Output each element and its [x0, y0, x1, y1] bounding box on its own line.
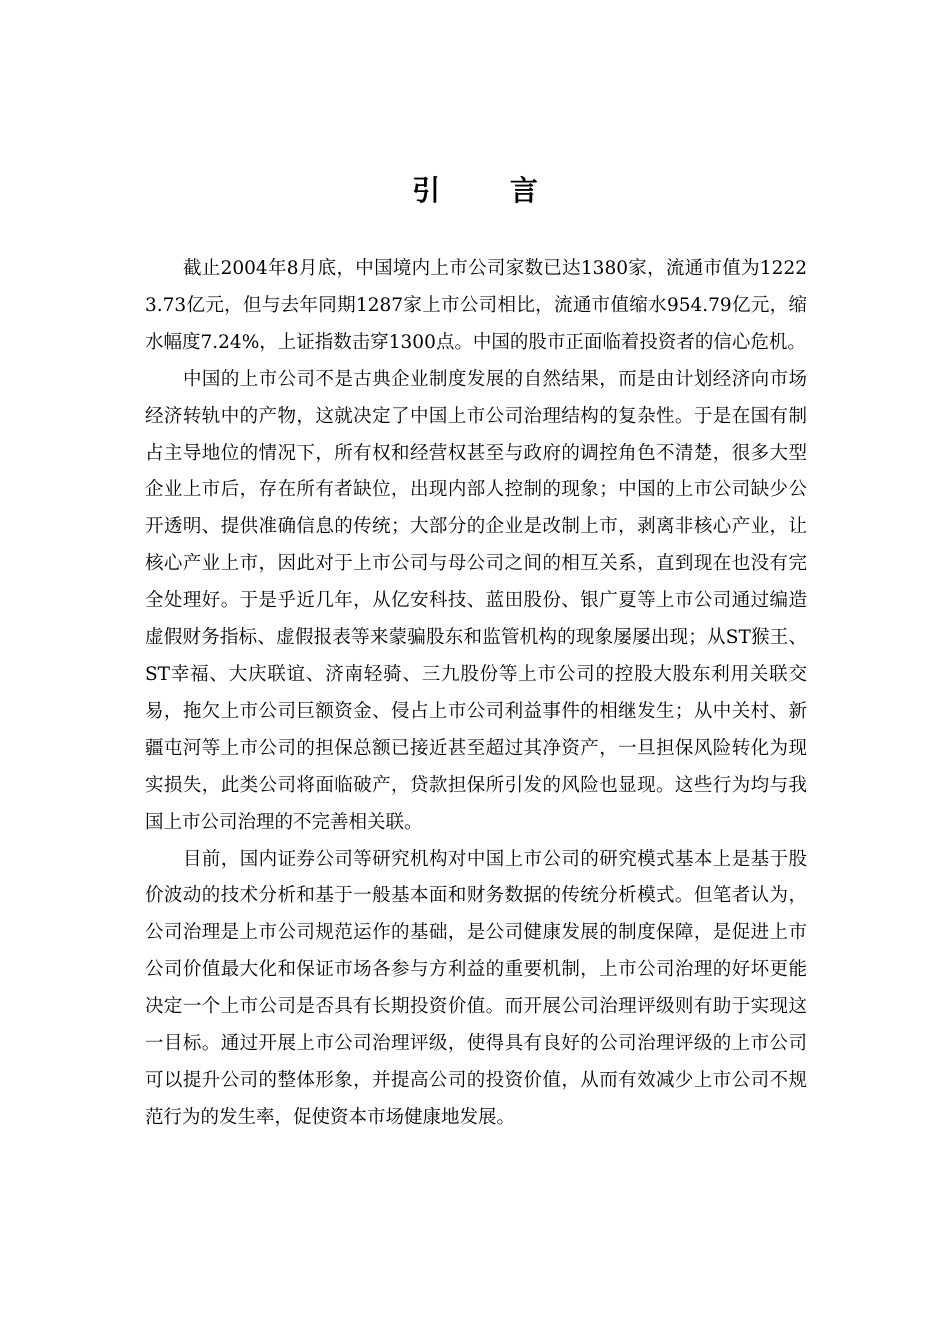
paragraph-1: 截止2004年8月底，中国境内上市公司家数已达1380家，流通市值为12223.73亿元，但与去年同期1287家上市公司相比，流通市值缩水954.79亿元，缩水幅度7.24%，上证指数击穿1300点。中国的股市正面临着投资者的信心危机。: [145, 258, 807, 353]
paragraph-2: 中国的上市公司不是古典企业制度发展的自然结果，而是由计划经济向市场经济转轨中的产物，这就决定了中国上市公司治理结构的复杂性。于是在国有制占主导地位的情况下，所有权和经营权甚至与政府的调控角色不清楚，很多大型企业上市后，存在所有者缺位，出现内部人控制的现象；中国的上市公司缺少公开透明、提供准确信息的传统；大部分的企业是改制上市，剥离非核心产业，让核心产业上市，因此对于上市公司与母公司之间的相互关系，直到现在也没有完全处理好。于是乎近几年，从亿安科技、蓝田股份、银广夏等上市公司通过编造虚假财务指标、虚假报表等来蒙骗股东和监管机构的现象屡屡出现；从ST猴王、ST幸福、大庆联谊、济南轻骑、三九股份等上市公司的控股大股东利用关联交易，拖欠上市公司巨额资金、侵占上市公司利益事件的相继发生；从中关村、新疆屯河等上市公司的担保总额已接近甚至超过其净资产，一旦担保风险转化为现实损失，此类公司将面临破产，贷款担保所引发的风险也显现。这些行为均与我国上市公司治理的不完善相关联。: [145, 368, 807, 833]
page-title: 引 言: [412, 173, 568, 207]
paragraph-3: 目前，国内证券公司等研究机构对中国上市公司的研究模式基本上是基于股价波动的技术分析和基于一般基本面和财务数据的传统分析模式。但笔者认为，公司治理是上市公司规范运作的基础，是公司健康发展的制度保障，是促进上市公司价值最大化和保证市场各参与方利益的重要机制，上市公司治理的好坏更能决定一个上市公司是否具有长期投资价值。而开展公司治理评级则有助于实现这一目标。通过开展上市公司治理评级，使得具有良好的公司治理评级的上市公司可以提升公司的整体形象，并提高公司的投资价值，从而有效减少上市公司不规范行为的发生率，促使资本市场健康地发展。: [145, 848, 807, 1128]
body-text: [145, 251, 807, 1137]
